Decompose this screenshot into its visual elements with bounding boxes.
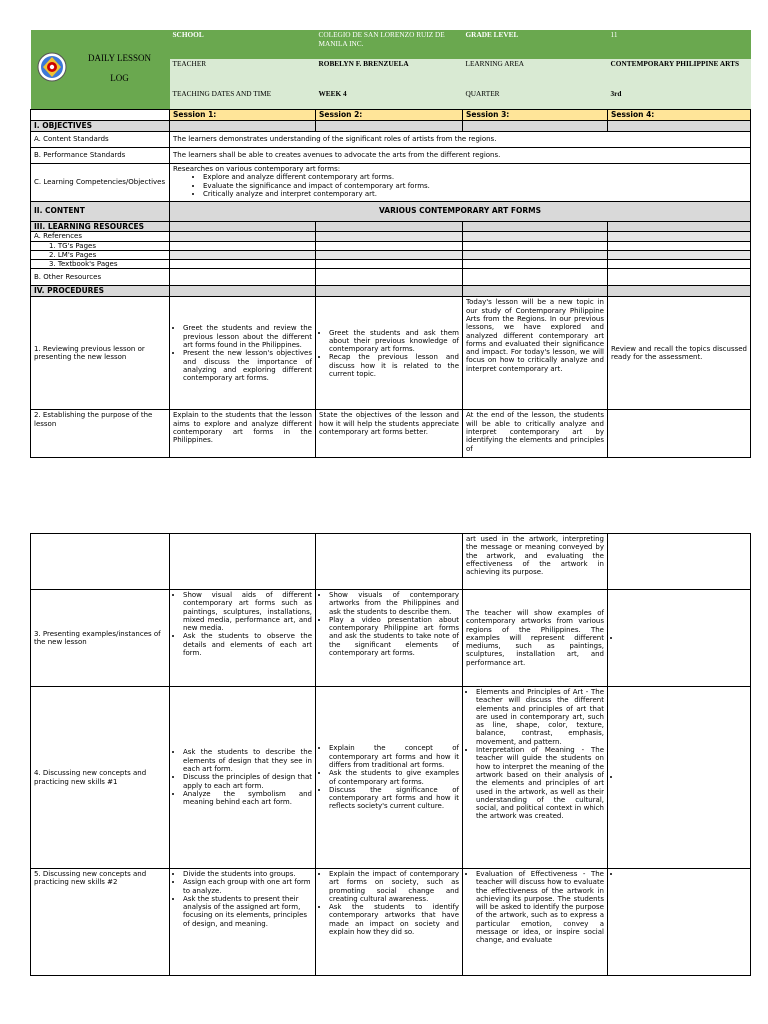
list-item: • Ask the students to describe the elements of design that they see in each art form. [183, 748, 312, 773]
dates-value: WEEK 4 [316, 89, 463, 109]
purpose-session4 [608, 410, 751, 458]
textbook-pages-label: 3. Textbook's Pages [31, 260, 170, 269]
dll-title-cell [31, 30, 170, 109]
list-item: • Play a video presentation about contemporary Philippine art forms and ask the students to take note of the significant elements of contemporary art forms. [329, 616, 459, 657]
purpose-session3-continued: art used in the artwork, interpreting the message or meaning conveyed by the artwork, and evaluating the effectiveness of the artwork in achieving its purpose. [463, 534, 608, 590]
references-label: A. References [31, 232, 170, 242]
competency-item: • Evaluate the significance and impact of contemporary art forms. [203, 182, 747, 190]
list-item: • Show visual aids of different contemporary art forms such as paintings, sculptures, installations, mixed media, performance art, and new media. [183, 591, 312, 632]
list-item: • Interpretation of Meaning - The teacher will guide the students on how to interpret the meaning of the artwork based on their analysis of the elements and principles of art used in the artwork, as well as their understanding of the cultural, social, and political context in which the artwork was created. [476, 746, 604, 821]
empty-bullet [621, 773, 747, 781]
list-item: • Ask the students to give examples of contemporary art forms. [329, 769, 459, 786]
discussing2-session1 [170, 869, 316, 976]
competency-item: • Critically analyze and interpret contemporary art. [203, 190, 747, 198]
quarter-value: 3rd [608, 89, 751, 109]
presenting-session4 [608, 590, 751, 687]
purpose-session2: State the objectives of the lesson and how it will help the students appreciate contemporary art forms better. [316, 410, 463, 458]
presenting-session3: The teacher will show examples of contemporary artworks from various regions of the Philippines. The examples will represent different mediums, such as paintings, sculptures, installation art, and performance art. [463, 590, 608, 687]
session-4-header: Session 4: [608, 109, 751, 120]
dll-title-line1: DAILY LESSON [87, 53, 151, 63]
reviewing-session2 [316, 297, 463, 410]
list-item: • Discuss the principles of design that apply to each art form. [183, 773, 312, 790]
list-item: • Elements and Principles of Art - The teacher will discuss the different elements and principles of art that are used in contemporary art, such as line, shape, color, texture, balance, contrast, emphasis, movement, and pattern. [476, 688, 604, 746]
grade-value: 11 [608, 30, 751, 59]
list-item: • Divide the students into groups. [183, 870, 312, 878]
list-item: • Explain the concept of contemporary art forms and how it differs from traditional art forms. [329, 744, 459, 769]
list-item: • Show visuals of contemporary artworks from the Philippines and ask the students to describe them. [329, 591, 459, 616]
list-item: • Discuss the significance of contemporary art forms and how it reflects society's current culture. [329, 786, 459, 811]
performance-standards-label: B. Performance Standards [31, 148, 170, 164]
reviewing-session1 [170, 297, 316, 410]
reviewing-session4: Review and recall the topics discussed ready for the assessment. [608, 297, 751, 410]
discussing2-session2 [316, 869, 463, 976]
discussing1-session4 [608, 687, 751, 869]
list-item: • Greet the students and ask them about their previous knowledge of contemporary art forms. [329, 329, 459, 354]
list-item: • Recap the previous lesson and discuss how it is related to the current topic. [329, 353, 459, 378]
grade-label: GRADE LEVEL [463, 30, 608, 59]
list-item: • Evaluation of Effectiveness - The teacher will discuss how to evaluate the effectiveness of the artwork in achieving its purpose. The students will be asked to identify the purpose of the artwork, such as to express a particular emotion, convey a message or idea, or inspire social change, and evaluate [476, 870, 604, 945]
list-item: • Greet the students and review the previous lesson about the different art forms found in the Philippines. [183, 324, 312, 349]
objectives-heading: I. OBJECTIVES [31, 120, 170, 131]
competencies-label: C. Learning Competencies/Objectives [31, 164, 170, 202]
reviewing-label: 1. Reviewing previous lesson or presenting the new lesson [31, 297, 170, 410]
teacher-label: TEACHER [170, 59, 316, 89]
sessions-blank [31, 109, 170, 120]
competencies-cell [170, 164, 751, 202]
content-topic: VARIOUS CONTEMPORARY ART FORMS [170, 202, 751, 222]
content-standards-text: The learners demonstrates understanding of the significant roles of artists from the regions. [170, 132, 751, 148]
lm-pages-label: 2. LM's Pages [31, 251, 170, 260]
content-heading: II. CONTENT [31, 202, 170, 222]
competencies-intro: Researches on various contemporary art forms: [173, 165, 341, 174]
page2-table [30, 533, 751, 976]
school-label: SCHOOL [170, 30, 316, 59]
content-standards-label: A. Content Standards [31, 132, 170, 148]
school-logo-icon [37, 52, 67, 82]
purpose-label: 2. Establishing the purpose of the lesson [31, 410, 170, 458]
tg-pages-label: 1. TG's Pages [31, 242, 170, 251]
discussing2-session3 [463, 869, 608, 976]
school-value: COLEGIO DE SAN LORENZO RUIZ DE MANILA INC. [316, 30, 463, 59]
list-item: • Ask the students to identify contemporary artworks that have made an impact on society and explain how they did so. [329, 903, 459, 936]
discussing2-session4 [608, 869, 751, 976]
session-1-header: Session 1: [170, 109, 316, 120]
resources-heading: III. LEARNING RESOURCES [31, 222, 170, 232]
area-label: LEARNING AREA [463, 59, 608, 89]
session-3-header: Session 3: [463, 109, 608, 120]
presenting-label: 3. Presenting examples/instances of the new lesson [31, 590, 170, 687]
quarter-label: QUARTER [463, 89, 608, 109]
list-item: • Ask the students to present their analysis of the assigned art form, focusing on its elements, principles of design, and meaning. [183, 895, 312, 928]
teacher-value: ROBELYN F. BRENZUELA [316, 59, 463, 89]
discussing1-label: 4. Discussing new concepts and practicing new skills #1 [31, 687, 170, 869]
list-item: • Present the new lesson's objectives and discuss the importance of analyzing and exploring different contemporary art forms. [183, 349, 312, 382]
empty-bullet [621, 870, 747, 878]
discussing2-label: 5. Discussing new concepts and practicing new skills #2 [31, 869, 170, 976]
list-item: • Analyze the symbolism and meaning behind each art form. [183, 790, 312, 807]
dates-label: TEACHING DATES AND TIME [170, 89, 316, 109]
list-item: • Ask the students to observe the details and elements of each art form. [183, 632, 312, 657]
presenting-session2 [316, 590, 463, 687]
discussing1-session2 [316, 687, 463, 869]
competency-item: • Explore and analyze different contemporary art forms. [203, 173, 747, 181]
empty-bullet [621, 634, 747, 642]
session-2-header: Session 2: [316, 109, 463, 120]
list-item: • Assign each group with one art form to analyze. [183, 878, 312, 895]
discussing1-session3 [463, 687, 608, 869]
discussing1-session1 [170, 687, 316, 869]
page1-table [30, 30, 751, 458]
list-item: • Explain the impact of contemporary art forms on society, such as promoting social change and creating cultural awareness. [329, 870, 459, 903]
performance-standards-text: The learners shall be able to creates avenues to advocate the arts from the different regions. [170, 148, 751, 164]
procedures-heading: IV. PROCEDURES [31, 286, 170, 297]
purpose-session3: At the end of the lesson, the students will be able to critically analyze and interpret contemporary art by identifying the elements and principles of [463, 410, 608, 458]
presenting-session1 [170, 590, 316, 687]
area-value: CONTEMPORARY PHILIPPINE ARTS [608, 59, 751, 89]
other-resources-label: B. Other Resources [31, 269, 170, 286]
reviewing-session3: Today's lesson will be a new topic in our study of Contemporary Philippine Arts from the Regions. In our previous lessons, we have explored and analyzed different contemporary art forms and evaluated their significance and impact. For today's lesson, we will focus on how to critically analyze and interpret contemporary art. [463, 297, 608, 410]
purpose-session1: Explain to the students that the lesson aims to explore and analyze different contemporary art forms in the Philippines. [170, 410, 316, 458]
dll-title-line2: LOG [110, 73, 129, 83]
